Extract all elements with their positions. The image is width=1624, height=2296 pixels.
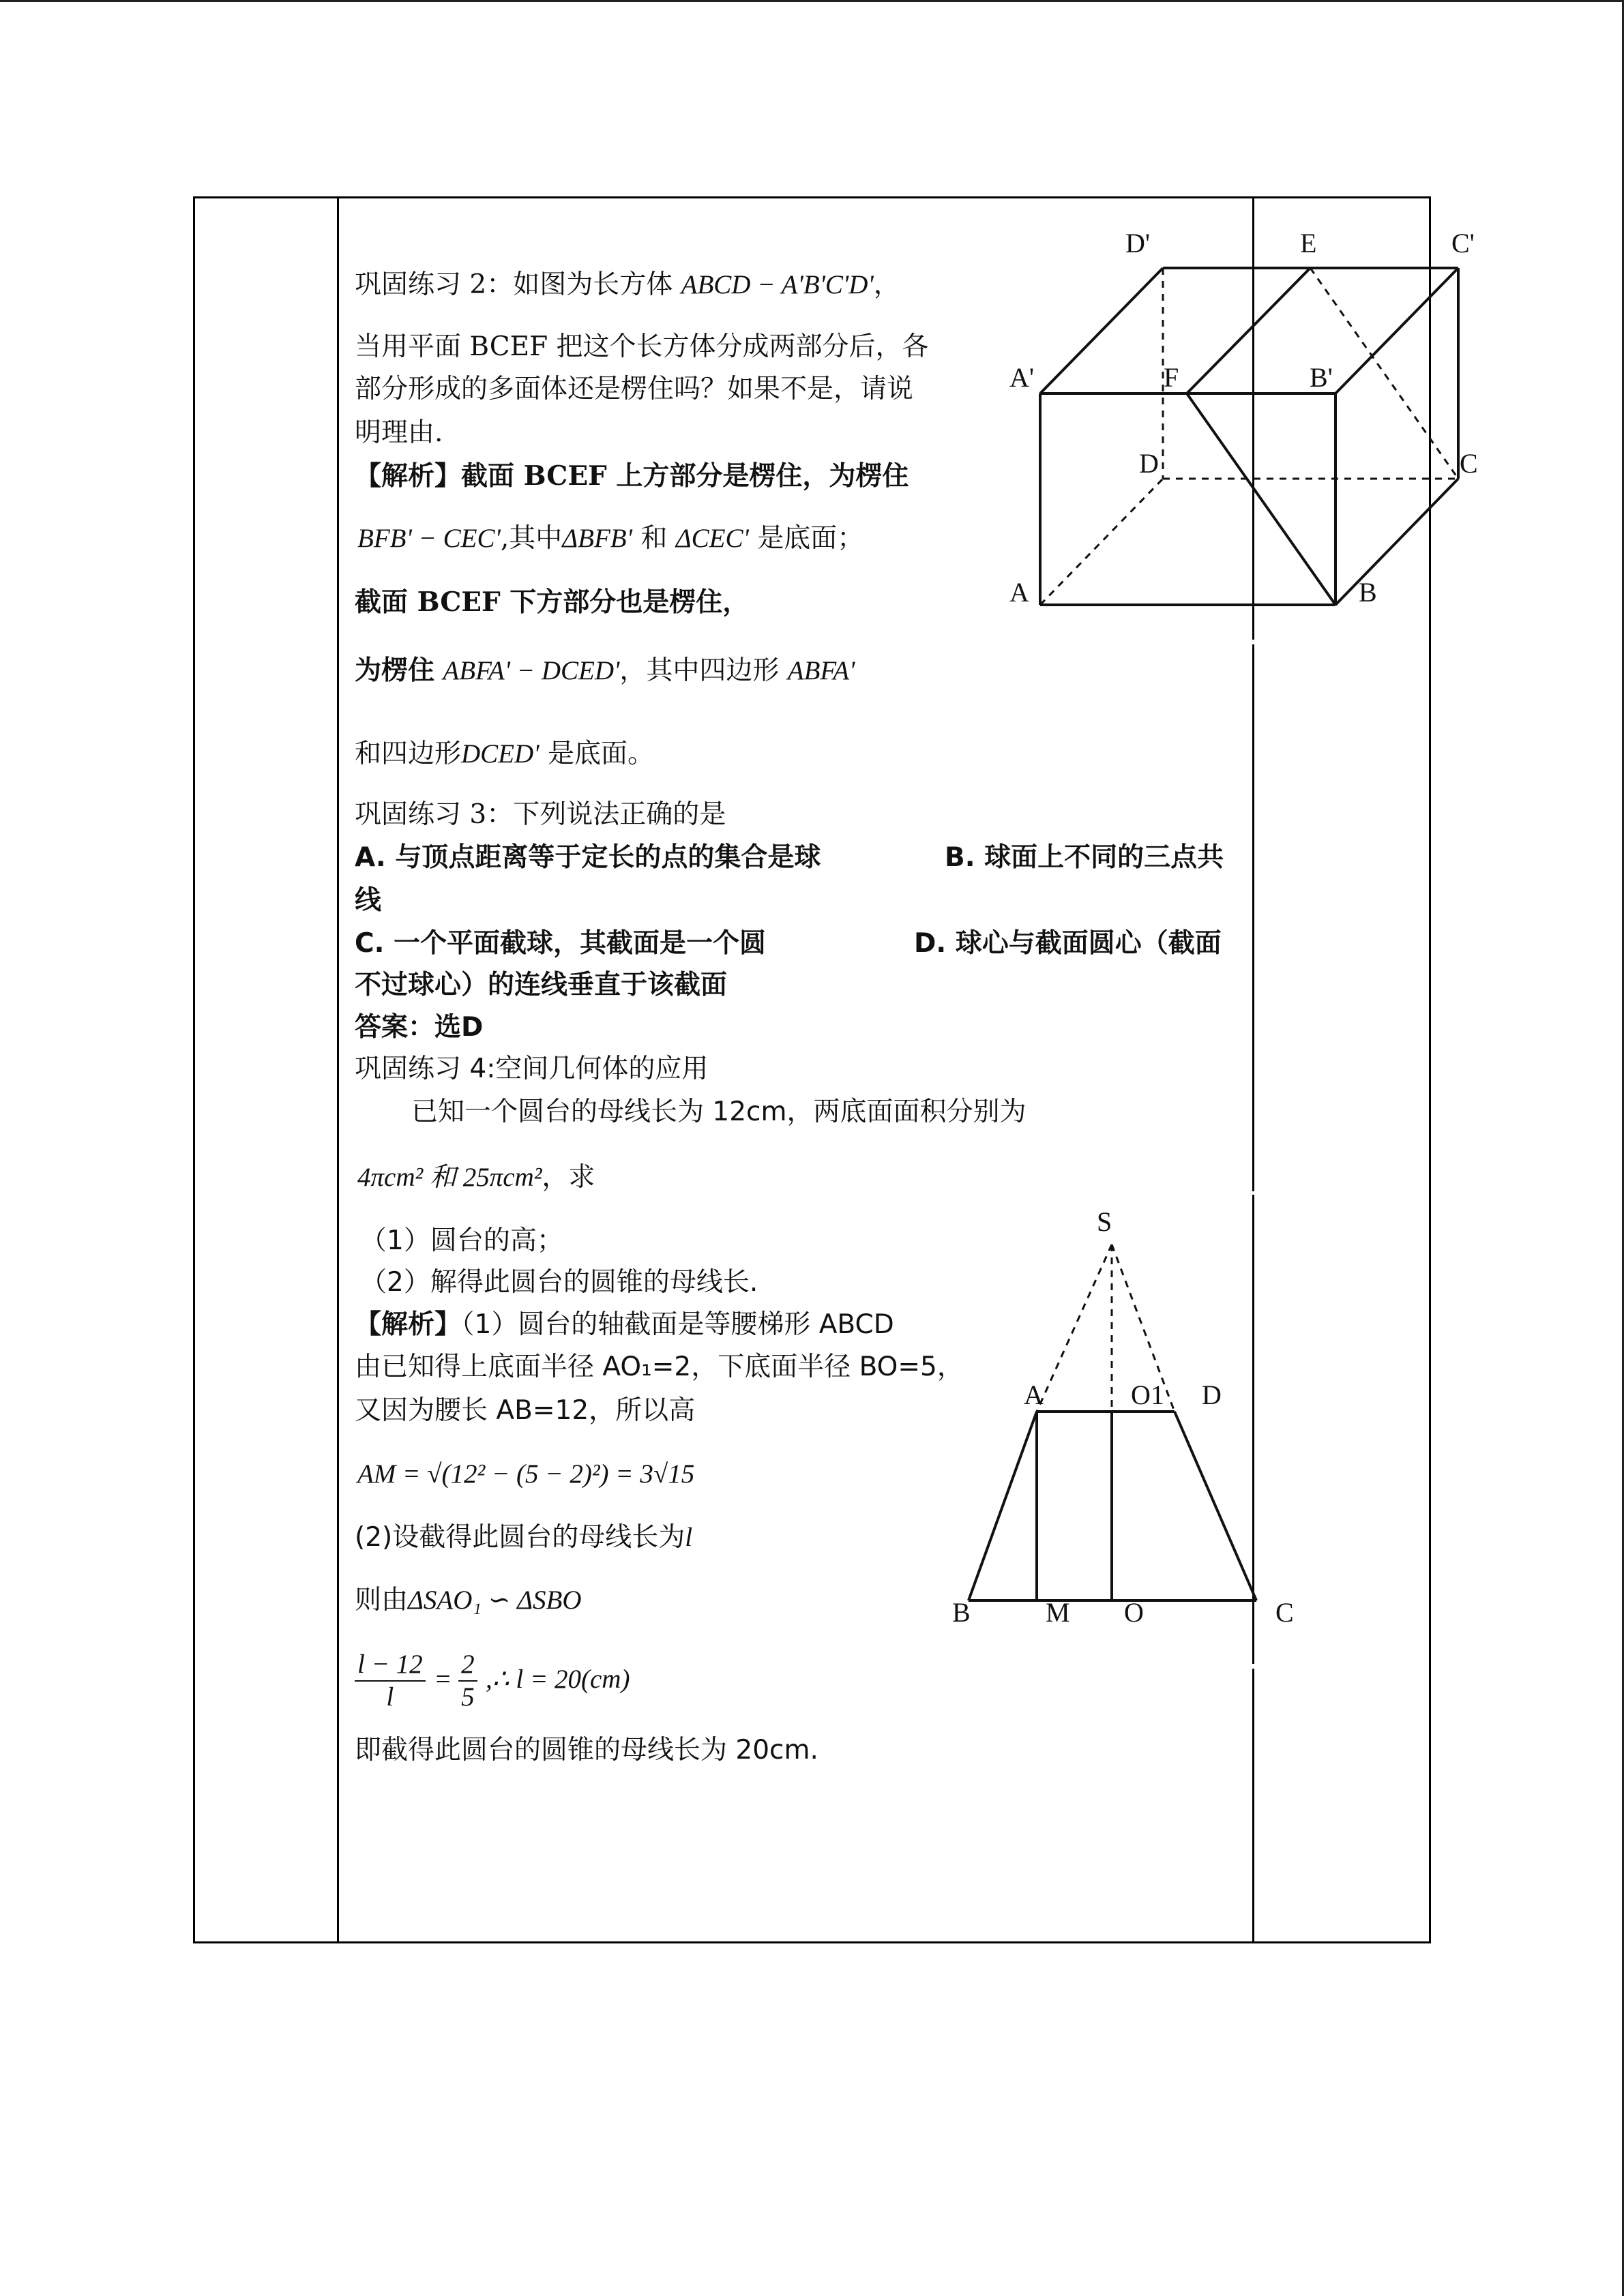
ex2-analysis-prism-1: BFB' − CEC',其中ΔBFB' 和 ΔCEC' 是底面；	[357, 523, 864, 554]
label-D: D	[1202, 1380, 1222, 1410]
ex2-title-line: 巩固练习 2：如图为长方体 ABCD − A'B'C'D'，	[355, 269, 900, 300]
label-O1: O1	[1131, 1380, 1164, 1410]
ex2-analysis-base: 和四边形DCED' 是底面。	[355, 739, 654, 769]
ex4-solution-2: 由已知得上底面半径 AO₁=2，下底面半径 BO=5，	[355, 1352, 964, 1382]
ex3-answer: 答案：选D	[355, 1011, 484, 1043]
slant-A-B	[969, 1412, 1037, 1600]
label-A: A	[1024, 1380, 1044, 1410]
option-a: A. 与顶点距离等于定长的点的集合是球	[355, 841, 821, 873]
slant-D-C	[1175, 1412, 1256, 1600]
dashed-S-A	[1037, 1244, 1112, 1412]
ex2-analysis-1: 【解析】截面 BCEF 上方部分是楞住，为楞住	[355, 460, 909, 492]
label-A1: A'	[1009, 362, 1035, 393]
ex4-solution-4: (2)设截得此圆台的母线长为l	[355, 1522, 693, 1553]
label-D1: D'	[1125, 228, 1151, 258]
label-B: B	[1359, 577, 1377, 608]
label-A: A	[1009, 577, 1029, 608]
label-B: B	[952, 1597, 971, 1628]
hidden-edge-A-D	[1040, 479, 1163, 605]
option-b: B. 球面上不同的三点共	[945, 841, 1224, 873]
label-F: F	[1164, 362, 1179, 393]
ex4-formula-height: AM = √(12² − (5 − 2)²) = 3√15	[357, 1459, 695, 1489]
edge-F-B	[1187, 393, 1335, 605]
page-top-border	[0, 0, 1624, 2]
ex2-analysis-2: 截面 BCEF 下方部分也是楞住，	[355, 586, 750, 618]
option-d-continued: 不过球心）的连线垂直于该截面	[355, 969, 728, 1000]
option-c: C. 一个平面截球，其截面是一个圆	[355, 927, 767, 959]
ex2-analysis-prism-2: 为楞住 ABFA' − DCED'，其中四边形 ABFA'	[355, 655, 855, 686]
frustum-figure	[941, 1204, 1323, 1637]
ex4-solution-1: 【解析】（1）圆台的轴截面是等腰梯形 ABCD	[355, 1309, 894, 1340]
option-b-continued: 线	[355, 884, 382, 916]
ex2-line-2: 当用平面 BCEF 把这个长方体分成两部分后，各	[355, 331, 929, 362]
ex4-solution-3: 又因为腰长 AB=12，所以高	[355, 1395, 696, 1426]
edge-A1-D1	[1040, 268, 1163, 393]
label-C: C	[1460, 448, 1478, 479]
ex4-areas: 4πcm² 和 25πcm²，求	[357, 1162, 595, 1193]
ex4-title: 巩固练习 4:空间几何体的应用	[355, 1054, 709, 1084]
label-C1: C'	[1451, 228, 1475, 258]
ex3-title: 巩固练习 3：下列说法正确的是	[355, 799, 726, 830]
label-D: D	[1139, 448, 1159, 479]
label-B1: B'	[1310, 362, 1333, 393]
label-O: O	[1124, 1597, 1144, 1628]
option-d: D. 球心与截面圆心（截面	[914, 927, 1222, 959]
ex4-question-2: （2）解得此圆台的圆锥的母线长.	[360, 1267, 758, 1298]
edge-B1-C1	[1335, 268, 1458, 393]
ratio-fraction-left: $\frac{l - 12}{l}$	[355, 1649, 426, 1713]
ex2-line-4: 明理由.	[355, 417, 443, 448]
label-M: M	[1046, 1597, 1070, 1628]
ex4-similarity: 则由ΔSAO₁ ∽ ΔSBO	[355, 1585, 582, 1615]
ex4-conclusion: 即截得此圆台的圆锥的母线长为 20cm.	[355, 1735, 818, 1765]
cuboid-figure	[982, 225, 1501, 634]
label-C: C	[1275, 1597, 1294, 1628]
ex2-line-3: 部分形成的多面体还是楞住吗？如果不是，请说	[355, 374, 914, 404]
ex4-given: 已知一个圆台的母线长为 12cm，两底面面积分别为	[411, 1097, 1027, 1127]
label-E: E	[1300, 228, 1317, 258]
edge-B-C	[1335, 479, 1458, 605]
edge-F-E	[1187, 268, 1310, 393]
ex4-question-1: （1）圆台的高；	[360, 1225, 563, 1256]
label-S: S	[1097, 1206, 1112, 1237]
ratio-fraction-right: $\frac{2}{5}$	[458, 1649, 477, 1713]
ex4-ratio-equation: $\frac{l - 12}{l}$ = $\frac{2}{5}$ ,∴ l = 20(cm)	[355, 1642, 630, 1717]
